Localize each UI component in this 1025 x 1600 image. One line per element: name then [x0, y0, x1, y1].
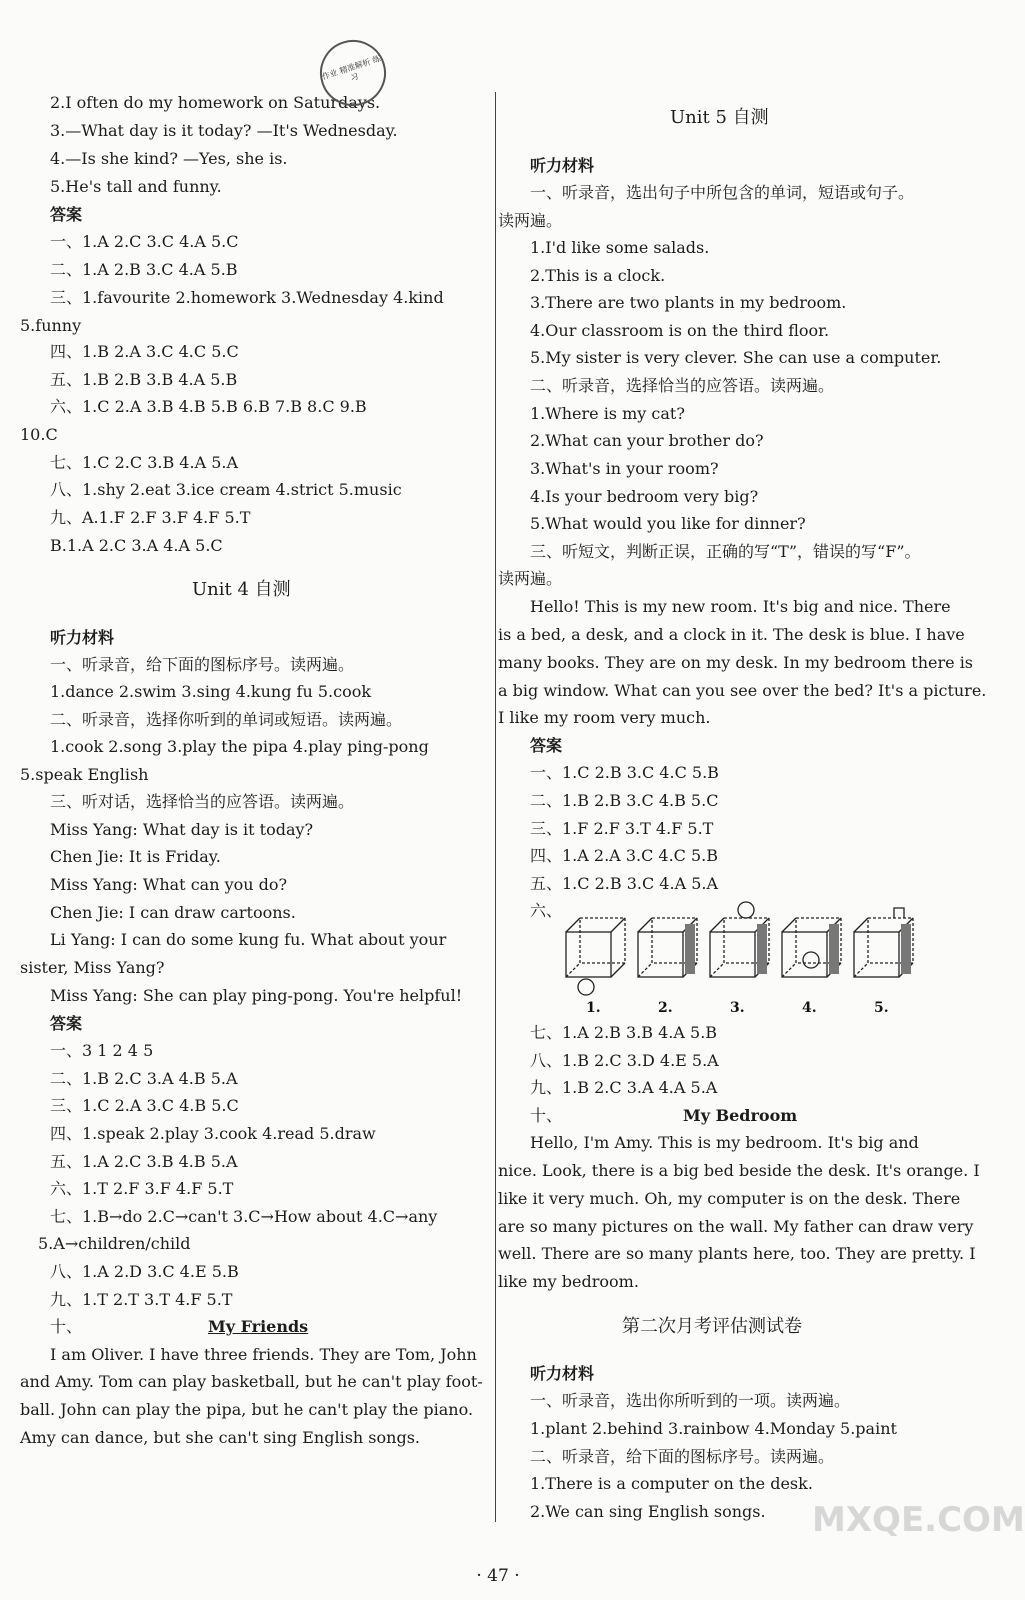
section-label: 答案 — [50, 205, 83, 224]
text-line: like my bedroom. — [498, 1272, 639, 1291]
figure-label: 4. — [802, 1000, 817, 1016]
cube-figure — [560, 898, 940, 1018]
text-line: 5.funny — [20, 316, 82, 335]
text-line: 一、听录音，选出你所听到的一项。读两遍。 — [530, 1391, 851, 1410]
section-label: 听力材料 — [530, 1364, 595, 1383]
text-line: 3.—What day is it today? —It's Wednesday. — [50, 121, 398, 140]
text-line: 七、1.C 2.C 3.B 4.A 5.A — [50, 453, 239, 472]
text-line: 二、听录音，给下面的图标序号。读两遍。 — [530, 1447, 835, 1466]
text-line: ball. John can play the pipa, but he can't play the piano. — [20, 1400, 474, 1419]
text-line: B.1.A 2.C 3.A 4.A 5.C — [50, 536, 223, 555]
text-line: are so many pictures on the wall. My father can draw very — [498, 1217, 974, 1236]
text-line: 5.He's tall and funny. — [50, 177, 222, 196]
text-line: nice. Look, there is a big bed beside the desk. It's orange. I — [498, 1161, 980, 1180]
text-line: and Amy. Tom can play basketball, but he can't play foot- — [20, 1372, 483, 1391]
text-line: Hello! This is my new room. It's big and nice. There — [530, 597, 951, 616]
text-line: 四、1.B 2.A 3.C 4.C 5.C — [50, 342, 239, 361]
figure-label: 3. — [730, 1000, 745, 1016]
text-line: I like my room very much. — [498, 708, 711, 727]
text-line: 5.A→children/child — [38, 1234, 191, 1253]
text-line: 二、1.B 2.B 3.C 4.B 5.C — [530, 791, 719, 810]
text-line: 八、1.A 2.D 3.C 4.E 5.B — [50, 1262, 239, 1281]
section-label: 听力材料 — [50, 628, 115, 647]
text-line: Chen Jie: I can draw cartoons. — [50, 903, 296, 922]
text-line: Hello, I'm Amy. This is my bedroom. It's big and — [530, 1133, 919, 1152]
text-line: 十、 — [50, 1317, 83, 1336]
section-label: 听力材料 — [530, 156, 595, 175]
text-line: 九、A.1.F 2.F 3.F 4.F 5.T — [50, 508, 251, 527]
text-line: 5.speak English — [20, 765, 149, 784]
text-line: 10.C — [20, 425, 58, 444]
text-line: I am Oliver. I have three friends. They are Tom, John — [50, 1345, 477, 1364]
text-line: 3.There are two plants in my bedroom. — [530, 293, 847, 312]
text-line: Chen Jie: It is Friday. — [50, 847, 221, 866]
text-line: Miss Yang: She can play ping-pong. You're helpful! — [50, 986, 463, 1005]
text-line: 2.I often do my homework on Saturdays. — [50, 93, 381, 112]
text-line: 三、1.F 2.F 3.T 4.F 5.T — [530, 819, 714, 838]
watermark: MXQE.COM — [812, 1500, 1025, 1540]
text-line: 四、1.speak 2.play 3.cook 4.read 5.draw — [50, 1124, 376, 1143]
text-line: 五、1.B 2.B 3.B 4.A 5.B — [50, 370, 238, 389]
section-label: My Bedroom — [683, 1106, 798, 1125]
page-number: · 47 · — [476, 1566, 520, 1586]
text-line: is a bed, a desk, and a clock in it. The desk is blue. I have — [498, 625, 965, 644]
text-line: 3.What's in your room? — [530, 459, 719, 478]
text-line: 二、1.B 2.C 3.A 4.B 5.A — [50, 1069, 238, 1088]
section-heading: Unit 4 自测 — [192, 579, 291, 600]
text-line: 4.Our classroom is on the third floor. — [530, 321, 830, 340]
text-line: 七、1.A 2.B 3.B 4.A 5.B — [530, 1023, 718, 1042]
text-line: 一、听录音，给下面的图标序号。读两遍。 — [50, 655, 355, 674]
column-divider — [495, 92, 496, 1522]
text-line: 五、1.C 2.B 3.C 4.A 5.A — [530, 874, 719, 893]
text-line: 1.plant 2.behind 3.rainbow 4.Monday 5.paint — [530, 1419, 897, 1438]
text-line: 2.This is a clock. — [530, 266, 666, 285]
text-line: 5.My sister is very clever. She can use a computer. — [530, 348, 942, 367]
text-line: 读两遍。 — [498, 569, 563, 588]
text-line: 三、1.C 2.A 3.C 4.B 5.C — [50, 1096, 239, 1115]
text-line: 一、3 1 2 4 5 — [50, 1041, 154, 1060]
text-line: 2.We can sing English songs. — [530, 1502, 766, 1521]
text-line: 七、1.B→do 2.C→can't 3.C→How about 4.C→any — [50, 1207, 438, 1226]
text-line: 1.There is a computer on the desk. — [530, 1474, 813, 1493]
text-line: 三、听短文，判断正误，正确的写“T”，错误的写“F”。 — [530, 542, 921, 561]
text-line: 八、1.B 2.C 3.D 4.E 5.A — [530, 1051, 719, 1070]
stamp-seal: 作业 精准解析 练习 — [311, 31, 394, 114]
text-line: 二、听录音，选择你听到的单词或短语。读两遍。 — [50, 710, 403, 729]
text-line: 一、1.A 2.C 3.C 4.A 5.C — [50, 232, 239, 251]
text-line: 2.What can your brother do? — [530, 431, 764, 450]
text-line: 一、听录音，选出句子中所包含的单词，短语或句子。 — [530, 183, 915, 202]
section-label: 答案 — [50, 1014, 83, 1033]
text-line: 六、1.C 2.A 3.B 4.B 5.B 6.B 7.B 8.C 9.B — [50, 397, 367, 416]
text-line: 4.—Is she kind? —Yes, she is. — [50, 149, 288, 168]
section-heading: 第二次月考评估测试卷 — [622, 1316, 802, 1337]
text-line: Miss Yang: What can you do? — [50, 875, 288, 894]
text-line: 4.Is your bedroom very big? — [530, 487, 759, 506]
figure-label: 5. — [874, 1000, 889, 1016]
text-line: sister, Miss Yang? — [20, 958, 165, 977]
figure-label: 2. — [658, 1000, 673, 1016]
figure-label: 1. — [586, 1000, 601, 1016]
text-line: 5.What would you like for dinner? — [530, 514, 806, 533]
text-line: Miss Yang: What day is it today? — [50, 820, 314, 839]
text-line: 二、听录音，选择恰当的应答语。读两遍。 — [530, 376, 835, 395]
text-line: Li Yang: I can do some kung fu. What about your — [50, 930, 447, 949]
text-line: 一、1.C 2.B 3.C 4.C 5.B — [530, 763, 719, 782]
text-line: like it very much. Oh, my computer is on the desk. There — [498, 1189, 961, 1208]
text-line: 四、1.A 2.A 3.C 4.C 5.B — [530, 846, 719, 865]
text-line: 九、1.B 2.C 3.A 4.A 5.A — [530, 1078, 718, 1097]
text-line: well. There are so many plants here, too. They are pretty. I — [498, 1244, 976, 1263]
text-line: 二、1.A 2.B 3.C 4.A 5.B — [50, 260, 238, 279]
text-line: 读两遍。 — [498, 211, 563, 230]
text-line: 十、 — [530, 1106, 563, 1125]
text-line: 1.cook 2.song 3.play the pipa 4.play ping-pong — [50, 737, 429, 756]
text-line: Amy can dance, but she can't sing English songs. — [20, 1428, 420, 1447]
text-line: 三、1.favourite 2.homework 3.Wednesday 4.kind — [50, 288, 444, 307]
text-line: 五、1.A 2.C 3.B 4.B 5.A — [50, 1152, 238, 1171]
text-line: 1.Where is my cat? — [530, 404, 685, 423]
text-line: 三、听对话，选择恰当的应答语。读两遍。 — [50, 792, 355, 811]
text-line: 八、1.shy 2.eat 3.ice cream 4.strict 5.music — [50, 480, 402, 499]
text-line: 六、1.T 2.F 3.F 4.F 5.T — [50, 1179, 234, 1198]
text-line: many books. They are on my desk. In my bedroom there is — [498, 653, 974, 672]
text-line: 九、1.T 2.T 3.T 4.F 5.T — [50, 1290, 233, 1309]
section-label: My Friends — [208, 1317, 309, 1336]
section-label: 答案 — [530, 736, 563, 755]
text-line: 1.I'd like some salads. — [530, 238, 710, 257]
text-line: 1.dance 2.swim 3.sing 4.kung fu 5.cook — [50, 682, 372, 701]
text-line: 六、 — [530, 901, 563, 920]
text-line: a big window. What can you see over the bed? It's a picture. — [498, 681, 987, 700]
section-heading: Unit 5 自测 — [670, 107, 769, 128]
